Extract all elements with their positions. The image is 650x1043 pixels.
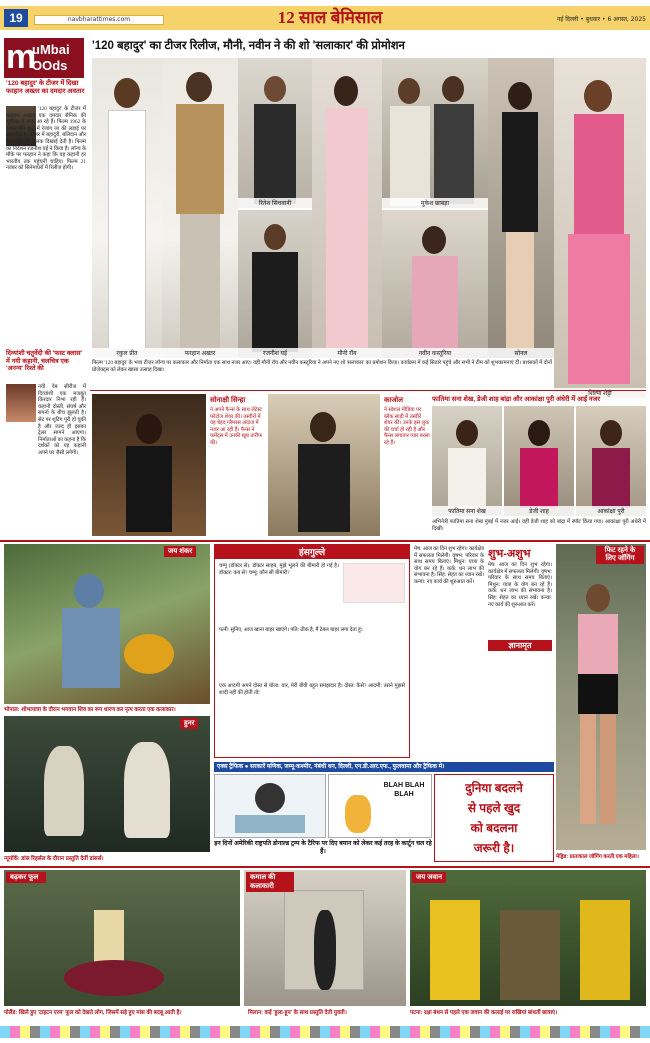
- cartoon-bubble: BLAH BLAH BLAH: [383, 782, 425, 798]
- caption-farhan: फरहान अख्तर: [162, 348, 238, 358]
- humor-joke-1: चम्पू (डॉक्टर से): डॉक्टर साहब, मुझे भूलने की बीमारी हो गई है। डॉक्टर: कब से? चम्पू: कौन सी बीमारी?: [219, 563, 339, 576]
- tag-hula: कमाल की कलाकारी: [246, 872, 294, 892]
- promo-body: फिल्म '120 बहादुर' के भव्य टीजर लॉन्च पर कलाकार और निर्माता एक साथ नजर आए। वहीं मौनी रॉय और नवीन कस्तूरिया ने अपने नए शो 'सलाकार' का प्रमोशन किया। कार्यक्रम में कई सितारे पहुंचे और सभी ने टीम को शुभकामनाएं दीं। प्रशंसकों में दोनों प्रोजेक्ट्स को लेकर खासा उत्साह दिखा।: [92, 360, 552, 373]
- caption-fatima: फातिमा सना शेख: [432, 506, 502, 516]
- humor-joke-3: एक आदमी अपने दोस्त से बोला: यार, मेरी बीवी बहुत समझदार है। दोस्त: कैसे? आदमी: उसने मुझसे शादी नहीं की होती तो!: [219, 683, 405, 696]
- caption-rajneesh: रजनीश घई: [238, 348, 312, 358]
- humor-title: हंसगुल्ले: [215, 545, 409, 559]
- kajol-body: ने सोशल मीडिया पर ब्लैक साड़ी में तस्वीरें शेयर कीं। उनके इस लुक की चर्चा हो रही है और फैन्स लगातार प्यार बरसा रहे हैं।: [384, 407, 430, 446]
- mumbai-logo: m uMbai OOds: [4, 38, 84, 78]
- masthead: [0, 0, 650, 36]
- caption-flower: पोलैंड: खिले हुए 'टाइटन एरम' फूल को देखते लोग, जिसमें सड़े हुए मांस की बदबू आती है।: [4, 1010, 182, 1016]
- photo-sonal: [488, 58, 554, 358]
- caption-fit: मेड्रिड: प्रातःकाल जॉगिंग करती एक महिला।: [556, 854, 639, 860]
- tag-jai-shankar: जय शंकर: [164, 546, 196, 557]
- photo-ritesh: [238, 58, 312, 208]
- rashifal-title: शुभ-अशुभ: [488, 548, 531, 560]
- humor-box: [214, 544, 410, 758]
- photo-naveen: [382, 210, 488, 358]
- humor-joke-2: पत्नी: सुनिए, आज खाना बाहर खाएंगे। पति: ठीक है, मैं टेबल बाहर लगा देता हूं।: [219, 627, 363, 633]
- photo-mukesh: [382, 58, 488, 208]
- photo-rakul: [92, 58, 162, 358]
- photo-flower: [4, 870, 240, 1006]
- quote-box: [434, 774, 554, 862]
- photo-daisy: [504, 406, 574, 516]
- photo-fatima: [432, 406, 502, 516]
- lead-body: '120 बहादुर' के टीजर में फरहान अख्तर एक दमदार सैनिक की भूमिका में नजर आ रहे हैं। फिल्म 1962 के भारत-चीन युद्ध में रेजांग ला की लड़ाई पर आधारित है। टीजर में बहादुरी, बलिदान और देशभक्ति की झलक दिखाई देती है। फिल्म का निर्देशन रजनीश घई ने किया है। लॉन्च के मौके पर फरहान ने कहा कि यह कहानी हर भारतीय तक पहुंचनी चाहिए। फिल्म 21 नवंबर को सिनेमाघरों में रिलीज होगी।: [6, 106, 86, 172]
- kajol-headline: काजोल: [384, 397, 403, 404]
- photo-rajneesh: [238, 210, 312, 358]
- cartoon-topline: एक्स ट्रैफिक ● सरकारें मणिक, जम्मू-कश्मीर, नंबंधी धन, दिल्ली, एन.डी.आर.एफ., फुलवामा और ट्रैफिक मे।: [214, 762, 554, 772]
- photo-fit: [556, 544, 646, 850]
- quote-line-3: को बदलना: [470, 821, 518, 835]
- caption-sonal: सोनल: [488, 348, 554, 358]
- caption-hula: मिलान: कई 'हुला-हूप' के साथ प्रस्तुति देती युवती।: [248, 1010, 347, 1016]
- photo-kajol: [268, 394, 380, 536]
- fatima-headline: फातिमा सना शेख, डेजी शाह बांद्रा और आकांक्षा पुरी अंधेरी में आईं नजर: [432, 396, 601, 403]
- color-bar: [0, 1026, 650, 1038]
- caption-akanksha: आकांक्षा पुरी: [576, 506, 646, 516]
- quote-line-4: जरूरी है।: [473, 841, 515, 855]
- photo-hunar: [4, 716, 210, 852]
- humor-illustration: [343, 563, 405, 603]
- photo-sonakshi: [92, 394, 206, 536]
- photo-mouni: [312, 58, 382, 358]
- sonakshi-headline: सोनाक्षी सिन्हा: [210, 397, 246, 404]
- sonakshi-body: ने अपने फैन्स के साथ लेटेस्ट फोटोज शेयर कीं। तस्वीरों में वह बेहद ग्लैमरस अंदाज में नजर आ रही हैं। फैन्स ने कमेंट्स में उनकी खूब तारीफ की।: [210, 407, 263, 446]
- caption-mukesh: मुकेश छाबड़ा: [382, 198, 488, 208]
- tag-flower: बढ़कर फूल: [6, 872, 46, 883]
- rashifal-right: मेष: आज का दिन शुभ रहेगा। कार्यक्षेत्र में सफलता मिलेगी। वृषभ: परिवार के साथ समय बिताएं। मिथुन: यात्रा के योग बन रहे हैं। कर्क: धन लाभ की संभावना है। सिंह: सेहत का ध्यान रखें। कन्या: नए कार्य की शुरुआत करें।: [488, 562, 552, 608]
- tag-hunar: हुनर: [180, 718, 198, 729]
- caption-jawan: पटना: रक्षा बंधन से पहले एक जवान की कलाई पर राखियां बांधतीं छात्राएं।: [410, 1010, 558, 1016]
- caption-hunar: न्यूयॉर्क: डांस रिहर्सल के दौरान प्रस्तुति देतीं डांसर्स।: [4, 856, 104, 862]
- caption-mouni: मौनी रॉय: [312, 348, 382, 358]
- lead-headline: '120 बहादुर' के टीजर में दिखा फरहान अख्तर का दमदार अवतार: [6, 80, 85, 95]
- brand-logo: 12 साल बेमिसाल: [277, 8, 383, 27]
- photo-jai-shankar: [4, 544, 210, 704]
- second-body: नयी वेब सीरीज में दिव्यांशी एक मजबूत किरदार निभा रही हैं। कहानी दोस्ती, संघर्ष और सपनों के बीच झूलती है। सेट पर शूटिंग पूरी हो चुकी है और जल्द ही इसका ट्रेलर सामने आएगा। निर्माताओं का कहना है कि दर्शकों को यह कहानी अपने घर जैसी लगेगी।: [38, 384, 86, 456]
- second-headline: दिव्यांशी चतुर्वेदी की 'फस्ट क्लास' में नयी कहानी, चलचित्र एक 'अनन्य' रिश्ते की: [6, 350, 83, 373]
- page-number: 19: [4, 9, 28, 27]
- tag-fit: फिट रहने के लिए जॉगिंग: [596, 546, 644, 564]
- caption-ritesh: रितेश सिधवानी: [238, 198, 312, 208]
- photo-shilpa: [554, 58, 646, 398]
- cartoon-2: [328, 774, 432, 838]
- caption-rakul: रकुल प्रीत: [92, 348, 162, 358]
- photo-akanksha: [576, 406, 646, 516]
- caption-daisy: डेजी शाह: [504, 506, 574, 516]
- site-url: navbharattimes.com: [34, 15, 164, 25]
- caption-shilpa: शिल्पा शेट्टी: [554, 388, 646, 398]
- fatima-body: अभिनेत्री फातिमा सना शेख मुंबई में नजर आईं। वहीं डेजी शाह को बांद्रा में स्पॉट किया गया। आकांक्षा पुरी अंधेरी में दिखीं।: [432, 519, 646, 532]
- rashifal-sub: ज्ञानामृत: [488, 640, 552, 651]
- cartoon-caption: इन दिनों अमेरिकी राष्ट्रपति डोनाल्ड ट्रम्प के टैरिफ पर दिए बयान को लेकर कई तरह के कार्टून चल रहे हैं।: [214, 840, 432, 855]
- tag-jawan: जय जवान: [412, 872, 446, 883]
- actress-thumbnail: [6, 384, 36, 422]
- cartoon-1: [214, 774, 326, 838]
- promo-headline: '120 बहादुर' का टीजर रिलीज, मौनी, नवीन ने की शो 'सलाकार' की प्रोमोशन: [92, 40, 405, 52]
- rashifal-left: मेष: आज का दिन शुभ रहेगा। कार्यक्षेत्र में सफलता मिलेगी। वृषभ: परिवार के साथ समय बिताएं। मिथुन: यात्रा के योग बन रहे हैं। कर्क: धन लाभ की संभावना है। सिंह: सेहत का ध्यान रखें। कन्या: नए कार्य की शुरुआत करें।: [414, 546, 484, 585]
- photo-jawan: [410, 870, 646, 1006]
- caption-jai-shankar: भोपाल: शोभायात्रा के दौरान भगवान शिव का रूप धारण कर नृत्य करता एक कलाकार।: [4, 707, 176, 713]
- quote-line-2: से पहले खुद: [467, 801, 521, 815]
- photo-farhan: [162, 58, 238, 358]
- caption-naveen: नवीन कस्तूरिया: [382, 348, 488, 358]
- edition-line: नई दिल्ली • बुधवार • 6 अगस्त, 2025: [557, 16, 646, 23]
- quote-line-1: दुनिया बदलने: [465, 781, 523, 795]
